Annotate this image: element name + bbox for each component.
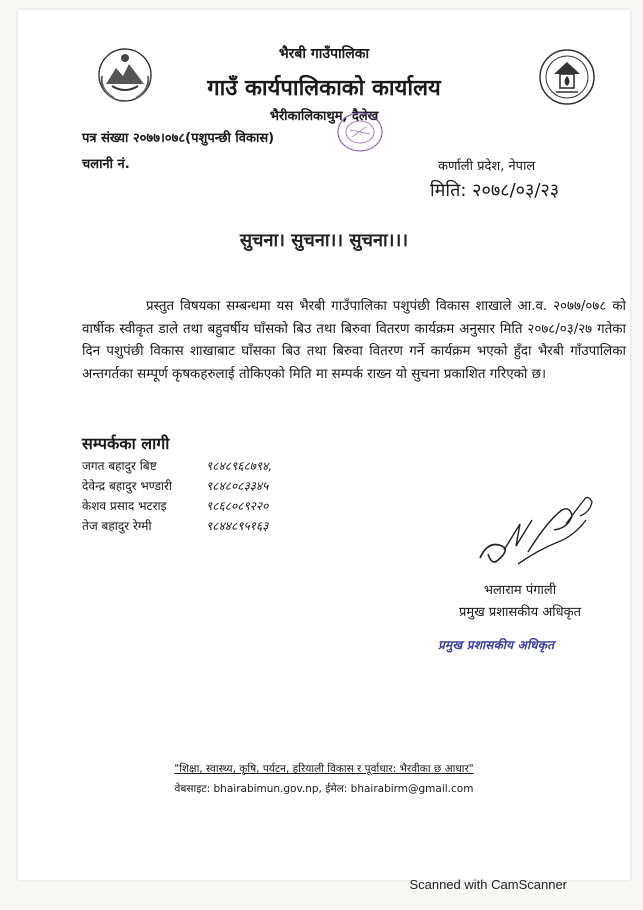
contacts-heading: सम्पर्कका लागी (82, 434, 170, 453)
contact-phone: ९८४८०८३३४५ (206, 479, 269, 493)
contact-row (82, 516, 272, 536)
contact-phone: ९८४४८९५१६३ (206, 519, 269, 533)
contact-name: केशव प्रसाद भटराइ (82, 499, 167, 513)
contact-row (82, 476, 272, 496)
contact-name: देवेन्द्र बहादुर भण्डारी (82, 479, 173, 493)
contact-phone: ९८६८०८९२२० (206, 499, 269, 513)
scanner-watermark: Scanned with CamScanner (409, 877, 567, 892)
contact-name: तेज बहादुर रेग्मी (82, 519, 152, 533)
letter-reference-number: पत्र संख्या २०७७।०७८(पशुपन्छी विकास) (82, 131, 275, 146)
notice-body (82, 296, 626, 386)
notice-title: सुचना। सुचना।। सुचना।।। (239, 230, 409, 251)
office-seal-stamp-icon (336, 110, 384, 154)
handwritten-signature-icon (458, 480, 608, 580)
contact-list (82, 456, 272, 536)
signatory-block (430, 580, 610, 624)
province-label: कर्णाली प्रदेश, नेपाल (438, 159, 536, 174)
footer-contact-info: वेबसाइट: bhairabimun.gov.np, ईमेल: bhairabirm@gmail.com (174, 783, 474, 795)
contact-row (82, 496, 272, 516)
office-address: भैरीकालिकाथुम, दैलेख (269, 109, 379, 124)
footer-slogan (18, 762, 630, 776)
signatory-title: प्रमुख प्रशासकीय अधिकृत (458, 605, 582, 620)
contact-name: जगत बहादुर बिष्ट (82, 459, 157, 473)
designation-stamp: प्रमुख प्रशासकीय अधिकृत (438, 638, 555, 652)
notice-body-text: प्रस्तुत विषयका सम्बन्धमा यस भैरबी गाउँपालिका पशुपंछी विकास शाखाले आ.व. २०७७/०७८ को वार्षीक स्वीकृत डाले तथा बहुवर्षीय घाँसको बिउ तथा बिरुवा वितरण कार्यक्रम अनुसार मिति २०७८/०३/२७ गतेका दिन पशुपंछी विकास शाखाबाट घाँसका बिउ तथा बिरुवा वितरण गर्ने कार्यक्रम भएको हुँदा भैरबी गाँउपालिका अन्तगर्तका सम्पूर्ण कृषकहरुलाई तोकिएको मिति मा सम्पर्क राख्न यो सुचना प्रकाशित गरिएको छ। (82, 299, 626, 382)
municipality-name: भैरबी गाउँपालिका (278, 46, 370, 62)
office-name: गाउँ कार्यपालिकाको कार्यालय (207, 76, 441, 101)
footer-slogan-text: "शिक्षा, स्वास्थ्य, कृषि, पर्यटन, हरियाली विकास र पूर्वाधार: भैरवीका छ आधार" (174, 763, 474, 775)
contact-phone: ९८४८९६८७९४, (206, 459, 273, 473)
signatory-name: भलाराम पंगाली (483, 583, 557, 598)
letter-page (18, 10, 630, 880)
dispatch-number-label: चलानी नं. (82, 157, 130, 172)
letter-date: मिति: २०७८/०३/२३ (430, 180, 560, 201)
contact-row (82, 456, 272, 476)
